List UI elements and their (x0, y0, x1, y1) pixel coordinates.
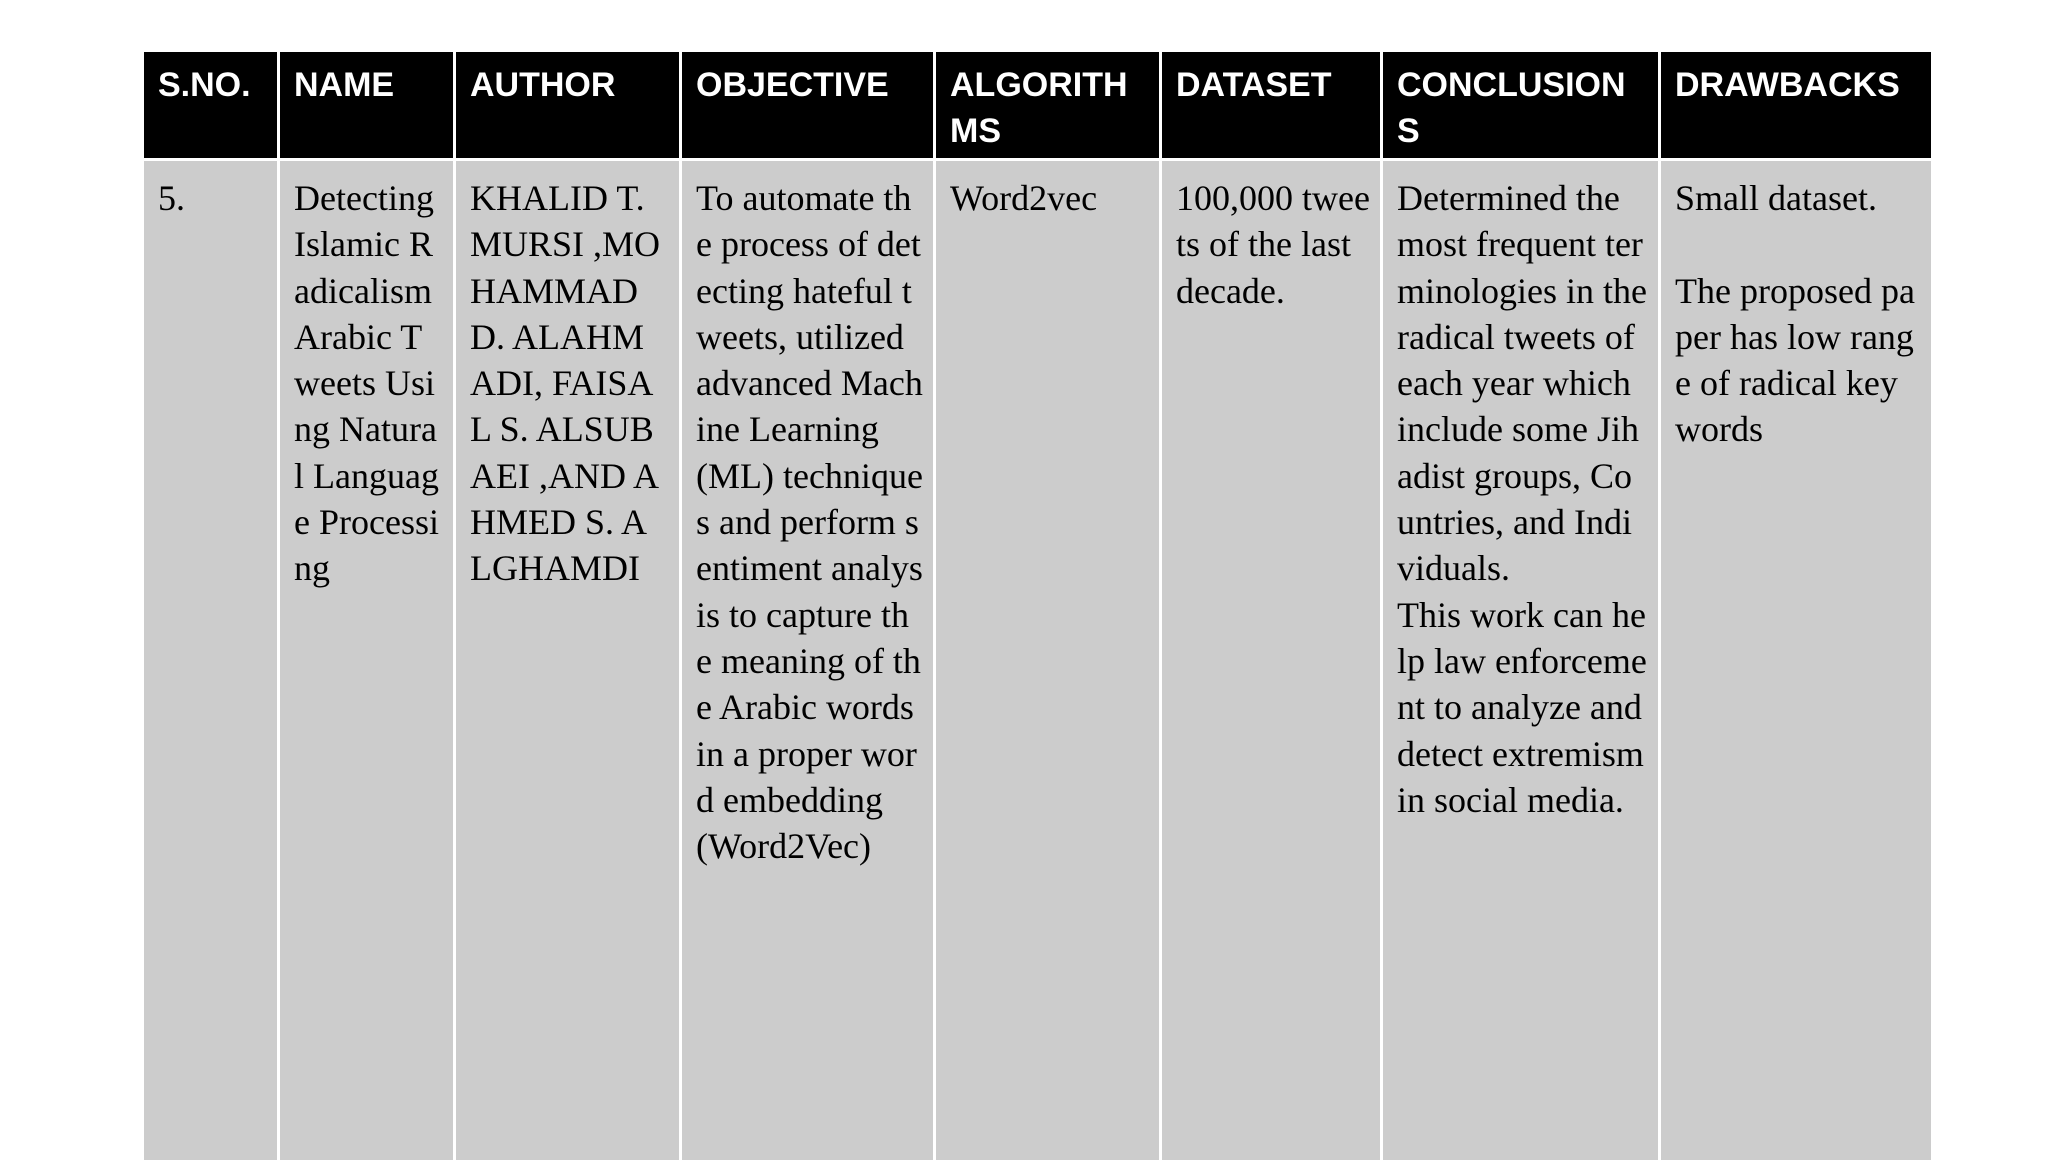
header-row (143, 51, 1933, 160)
table-row (143, 160, 1933, 1162)
cell-objective (681, 160, 935, 1162)
objective-text: To automate the process of detecting hateful tweets, utilized advanced Machine Learning (ML) techniques and perform sentiment analysis to capture the meaning of the Arabic words in a proper word embedding (Word2Vec) (696, 178, 923, 867)
cell-name (279, 160, 455, 1162)
algorithms-text: Word2vec (950, 178, 1098, 218)
literature-review-table (141, 49, 1934, 1163)
author-text: KHALID T. MURSI ,MOHAMMAD D. ALAHMADI, FAISAL S. ALSUBAEI ,AND AHMED S. ALGHAMDI (470, 178, 661, 589)
header-sno: S.NO. (143, 51, 279, 160)
cell-conclusions (1382, 160, 1660, 1162)
header-conclusions: CONCLUSIONS (1382, 51, 1660, 160)
cell-algorithms (935, 160, 1161, 1162)
drawbacks-text: Small dataset. The proposed paper has low range of radical keywords (1675, 178, 1915, 450)
cell-dataset (1161, 160, 1382, 1162)
cell-drawbacks (1660, 160, 1933, 1162)
sno-text: 5. (158, 178, 185, 218)
dataset-text: 100,000 tweets of the last decade. (1176, 178, 1370, 311)
header-author: AUTHOR (455, 51, 681, 160)
header-objective: OBJECTIVE (681, 51, 935, 160)
cell-sno (143, 160, 279, 1162)
header-name: NAME (279, 51, 455, 160)
header-algorithms: ALGORITH MS (935, 51, 1161, 160)
paper-name-text: Detecting Islamic Radicalism Arabic Tweets Using Natural Language Processing (294, 178, 439, 589)
cell-author (455, 160, 681, 1162)
header-dataset: DATASET (1161, 51, 1382, 160)
conclusions-text: Determined the most frequent terminologies in the radical tweets of each year which include some Jihadist groups, Countries, and Individuals. This work can help law enforcement to analyze and detect extremism in social media. (1397, 178, 1647, 820)
header-drawbacks: DRAWBACKS (1660, 51, 1933, 160)
